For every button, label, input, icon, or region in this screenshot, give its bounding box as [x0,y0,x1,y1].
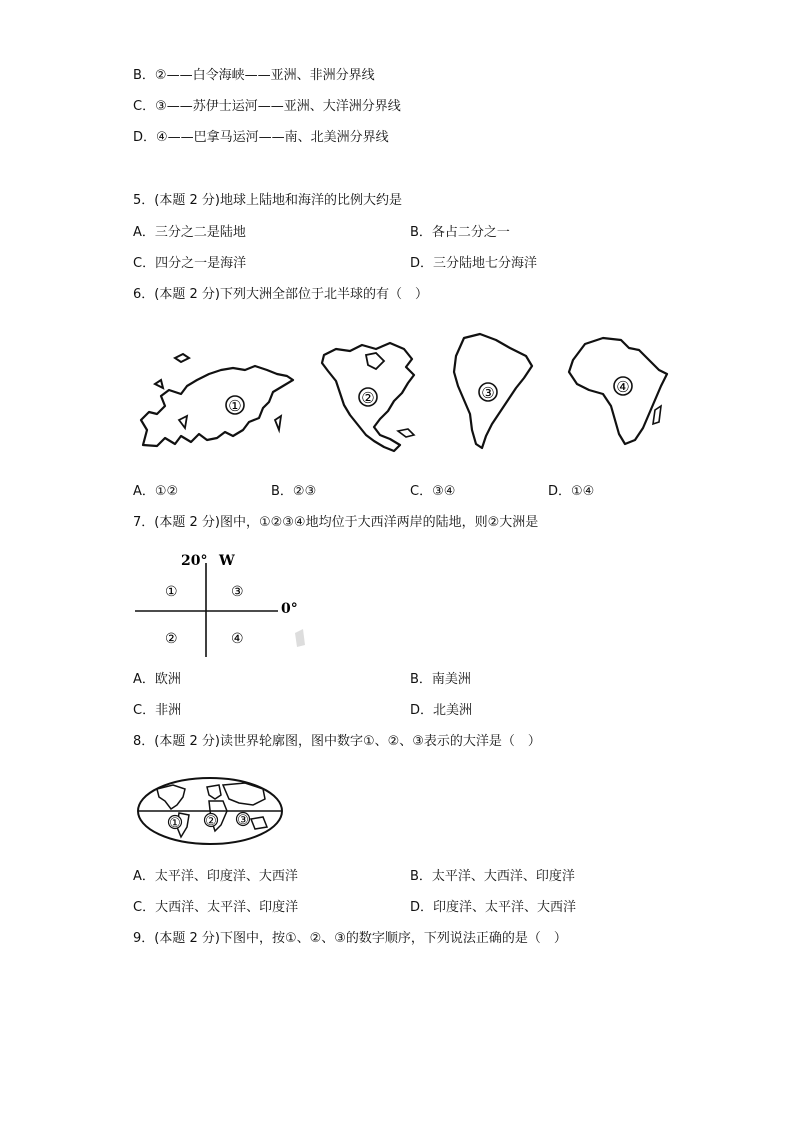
q8-option-c: C．大西洋、太平洋、印度洋 [133,900,299,915]
q9-stem: 9．(本题 2 分)下图中，按①、②、③的数字顺序，下列说法正确的是（ ） [133,931,567,946]
region-4-label: ④ [231,631,244,647]
q7-coordinate-figure [133,545,313,660]
scan-smudge [295,629,305,647]
q4-option-d: D．④——巴拿马运河——南、北美洲分界线 [133,130,389,145]
north-america-label: ② [361,389,375,407]
q7-option-c: C．非洲 [133,703,182,718]
q7-option-b: B．南美洲 [410,672,471,687]
q8-option-b: B．太平洋、大西洋、印度洋 [410,869,575,884]
region-1-label: ① [165,584,178,600]
q6-stem: 6．(本题 2 分)下列大洲全部位于北半球的有（ ） [133,287,428,302]
q5-option-b: B．各占二分之一 [410,225,510,240]
q8-stem: 8．(本题 2 分)读世界轮廓图，图中数字①、②、③表示的大洋是（ ） [133,734,541,749]
q6-option-d: D．①④ [548,484,595,499]
lon-label: 20° [181,553,208,569]
region-2-label: ② [165,631,178,647]
q5-option-c: C．四分之一是海洋 [133,256,247,271]
q6-option-a: A．①② [133,484,179,499]
eurasia-label: ① [228,397,242,415]
world-outline-map [135,775,285,847]
q7-option-d: D．北美洲 [410,703,473,718]
south-america-outline [450,330,540,455]
q7-stem: 7．(本题 2 分)图中，①②③④地均位于大西洋两岸的陆地，则②大洲是 [133,515,539,530]
ocean-1-label: ① [169,816,181,831]
lat-label: 0° [281,601,298,617]
q5-option-d: D．三分陆地七分海洋 [410,256,538,271]
q4-option-c: C．③——苏伊士运河——亚洲、大洋洲分界线 [133,99,401,114]
eurasia-outline [135,350,295,450]
q7-option-a: A．欧洲 [133,672,181,687]
q6-option-b: B．②③ [271,484,317,499]
q4-option-b: B．②——白令海峡——亚洲、非洲分界线 [133,68,375,83]
ocean-3-label: ③ [237,813,249,828]
north-america-outline [318,335,428,455]
q8-option-d: D．印度洋、太平洋、大西洋 [410,900,577,915]
q8-option-a: A．太平洋、印度洋、大西洋 [133,869,298,884]
q5-option-a: A．三分之二是陆地 [133,225,246,240]
q6-option-c: C．③④ [410,484,456,499]
africa-outline [563,330,673,450]
region-3-label: ③ [231,584,244,600]
africa-label: ④ [616,378,630,396]
south-america-label: ③ [481,384,495,402]
q5-stem: 5．(本题 2 分)地球上陆地和海洋的比例大约是 [133,193,402,208]
w-label: W [219,553,235,569]
ocean-2-label: ② [205,814,217,829]
